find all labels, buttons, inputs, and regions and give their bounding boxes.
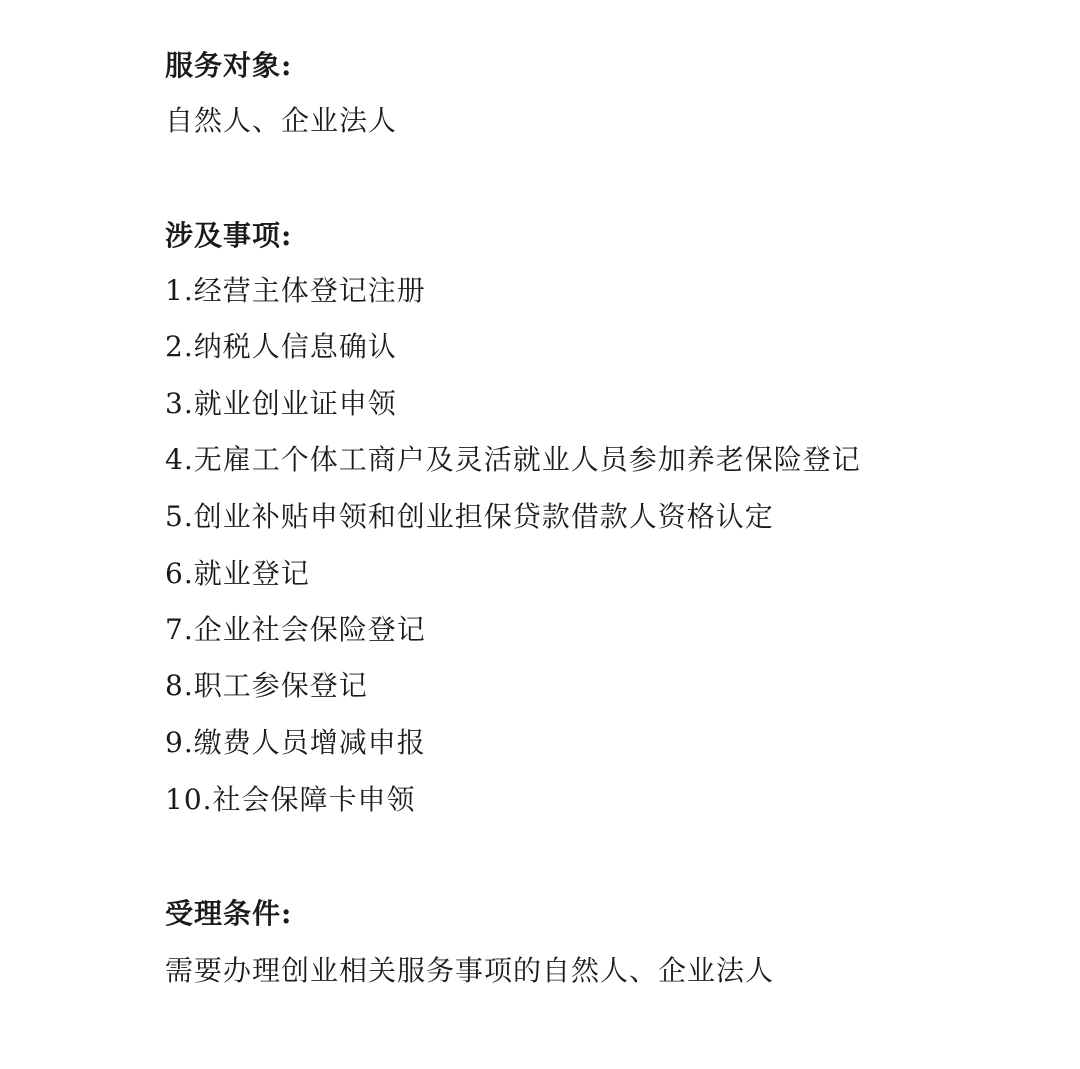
conditions-text: 需要办理创业相关服务事项的自然人、企业法人 xyxy=(165,954,775,987)
matters-heading: 涉及事项: xyxy=(165,219,293,252)
list-item: 8.职工参保登记 xyxy=(165,669,368,702)
list-item: 6.就业登记 xyxy=(165,557,310,590)
list-item: 1.经营主体登记注册 xyxy=(165,274,426,307)
service-target-heading: 服务对象: xyxy=(165,49,293,82)
list-item: 3.就业创业证申领 xyxy=(165,387,397,420)
conditions-heading: 受理条件: xyxy=(165,897,293,930)
list-item: 5.创业补贴申领和创业担保贷款借款人资格认定 xyxy=(165,500,774,533)
list-item: 2.纳税人信息确认 xyxy=(165,330,397,363)
list-item: 4.无雇工个体工商户及灵活就业人员参加养老保险登记 xyxy=(165,443,861,476)
list-item: 10.社会保障卡申领 xyxy=(165,783,416,816)
list-item: 9.缴费人员增减申报 xyxy=(165,726,426,759)
list-item: 7.企业社会保险登记 xyxy=(165,613,426,646)
service-target-text: 自然人、企业法人 xyxy=(165,104,398,137)
